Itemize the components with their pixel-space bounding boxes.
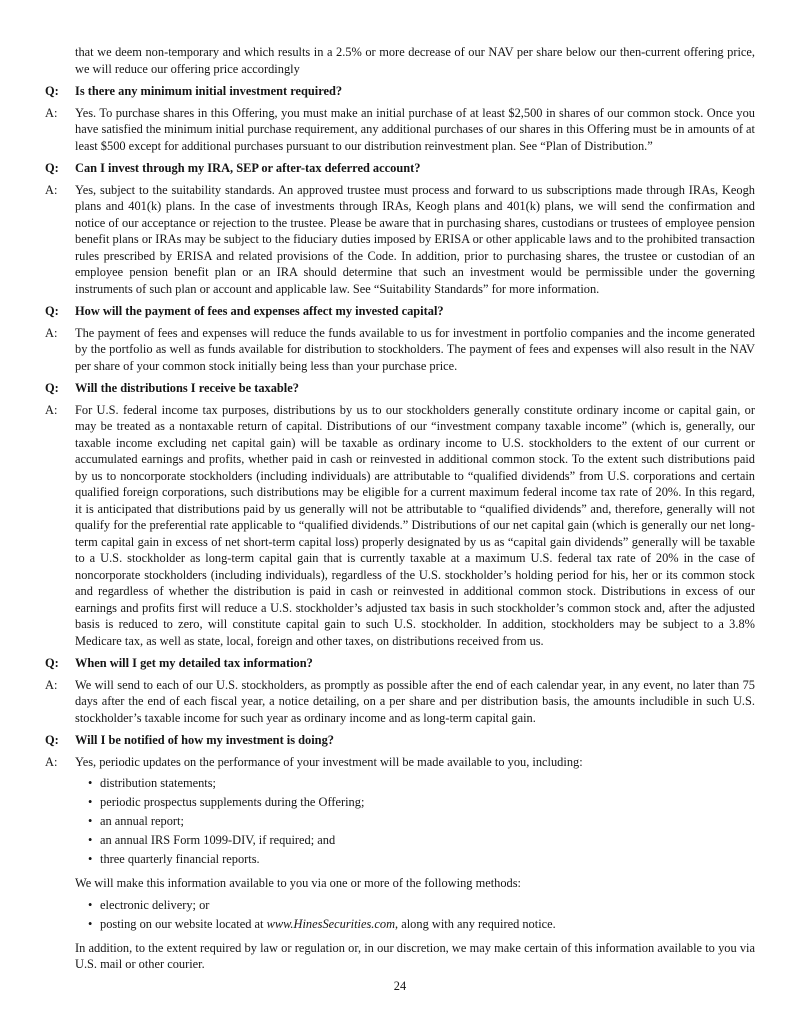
methods-bullet-list xyxy=(88,897,755,933)
answer-label: A: xyxy=(45,754,58,769)
bullet-item xyxy=(88,916,755,933)
question-text: Will I be notified of how my investment is doing? xyxy=(75,733,334,747)
update-bullet-list xyxy=(88,775,755,868)
answer-text: We will send to each of our U.S. stockholders, as promptly as possible after the end of each calendar year, in any event, no later than 75 days after the end of each fiscal year, a notice detailing, on a per share and per distribution basis, the amounts includible in such U.S. stockholder’s taxable income for such year as ordinary income and as long-term capital gain. xyxy=(75,677,755,725)
continuation-paragraph: that we deem non-temporary and which results in a 2.5% or more decrease of our NAV per share below our then-current offering price, we will reduce our offering price accordingly xyxy=(75,45,755,76)
bullet-item: • periodic prospectus supplements during the Offering; xyxy=(88,794,755,811)
answer-intro: Yes, periodic updates on the performance of your investment will be made available to you, including: xyxy=(75,754,583,769)
qa-block xyxy=(45,655,755,726)
question-text: Will the distributions I receive be taxable? xyxy=(75,381,299,395)
question-text: Is there any minimum initial investment required? xyxy=(75,84,343,98)
answer-label: A: xyxy=(45,325,58,340)
answer-text: The payment of fees and expenses will reduce the funds available to us for investment in portfolio companies and the income generated by the portfolio as well as funds available for distribution to stockholders. The payment of fees and expenses will also result in the NAV per share of your common stock initially being less than your purchase price. xyxy=(75,325,755,373)
qa-block xyxy=(45,83,755,154)
question-label: Q: xyxy=(45,161,59,175)
methods-intro: We will make this information available to you via one or more of the following methods: xyxy=(75,876,521,890)
answer-text: Yes, subject to the suitability standards. An approved trustee must process and forward to us subscriptions made through IRAs, Keogh plans and 401(k) plans. In the case of investments through IRAs, Keogh plans and 401(k) plans, we will send the confirmation and notice of our acceptance or rejection to the trustee. Please be aware that in purchasing shares, custodians or trustees of employee pension benefit plans or IRAs may be subject to the fiduciary duties imposed by ERISA or other applicable laws and to the prohibited transaction rules prescribed by ERISA and related provisions of the Code. In addition, prior to purchasing shares, the trustee or custodian of an employee pension benefit plan or an IRA should determine that such an investment would be permissible under the governing instruments of such plan or account and applicable law. See “Suitability Standards” for more information. xyxy=(75,182,755,296)
bullet-item: • three quarterly financial reports. xyxy=(88,851,755,868)
question-label: Q: xyxy=(45,381,59,395)
answer-content xyxy=(75,754,755,973)
question-label: Q: xyxy=(45,733,59,747)
question-text: When will I get my detailed tax information? xyxy=(75,656,313,670)
answer-label: A: xyxy=(45,105,58,120)
answer-text: Yes. To purchase shares in this Offering, you must make an initial purchase of at least $2,500 in shares of our common stock. Once you have satisfied the minimum initial purchase requirement, any additional purchases of our shares in this Offering must be in amounts of at least $500 except for additional purchases pursuant to our distribution reinvestment plan. See “Plan of Distribution.” xyxy=(75,105,755,153)
answer-label: A: xyxy=(45,402,58,417)
page-number: 24 xyxy=(393,978,407,993)
bullet-text-post: , along with any required notice. xyxy=(395,916,556,931)
question-label: Q: xyxy=(45,84,59,98)
qa-block xyxy=(45,732,755,973)
question-label: Q: xyxy=(45,656,59,670)
answer-label: A: xyxy=(45,677,58,692)
website-url: www.HinesSecurities.com xyxy=(266,916,396,931)
qa-block xyxy=(45,303,755,374)
question-text: How will the payment of fees and expenses affect my invested capital? xyxy=(75,304,444,318)
closing-paragraph: In addition, to the extent required by law or regulation or, in our discretion, we may make certain of this information available to you via U.S. mail or other courier. xyxy=(75,940,755,971)
bullet-item: • an annual IRS Form 1099-DIV, if required; and xyxy=(88,832,755,849)
bullet-item: • an annual report; xyxy=(88,813,755,830)
bullet-text-pre: posting on our website located at xyxy=(100,916,267,931)
bullet-item: • distribution statements; xyxy=(88,775,755,792)
qa-block xyxy=(45,380,755,649)
bullet-item: • electronic delivery; or xyxy=(88,897,755,914)
answer-label: A: xyxy=(45,182,58,197)
qa-block xyxy=(45,160,755,297)
question-text: Can I invest through my IRA, SEP or after-tax deferred account? xyxy=(75,161,421,175)
question-label: Q: xyxy=(45,304,59,318)
answer-text: For U.S. federal income tax purposes, distributions by us to our stockholders generally constitute ordinary income or capital gain, or may be treated as a nontaxable return of capital. Distributions of our “investment company taxable income” (which is, generally, our taxable income excluding net capital gain) will be taxable as ordinary income to U.S. stockholders to the extent of our current or accumulated earnings and profits, whether paid in cash or reinvested in additional common stock. To the extent such distributions paid by us to noncorporate stockholders (including individuals) are attributable to “qualified dividends” from U.S. corporations and certain qualified foreign corporations, such distributions may be eligible for a current maximum federal income tax rate of 20%. In this regard, it is anticipated that distributions paid by us generally will not be attributable to “qualified dividends” and, therefore, generally will not qualify for the preferential rate applicable to “qualified dividends.” Distributions of our net capital gain (which is generally our net long-term capital gain in excess of net short-term capital loss) properly designated by us as “capital gain dividends” generally will be taxable to a U.S. stockholder as long-term capital gain that is currently taxable at a maximum U.S. federal tax rate of 20% in the case of noncorporate stockholders (including individuals), regardless of the U.S. stockholder’s holding period for his, her or its common stock and regardless of whether the distribution is paid in cash or reinvested in additional common stock. Distributions in excess of our earnings and profits first will reduce a U.S. stockholder’s adjusted tax basis in such stockholder’s common stock and, after the adjusted basis is reduced to zero, will constitute capital gain to such U.S. stockholder. In addition, stockholders may be subject to a 3.8% Medicare tax, as well as state, local, foreign and other taxes, on distributions received from us. xyxy=(75,402,755,648)
